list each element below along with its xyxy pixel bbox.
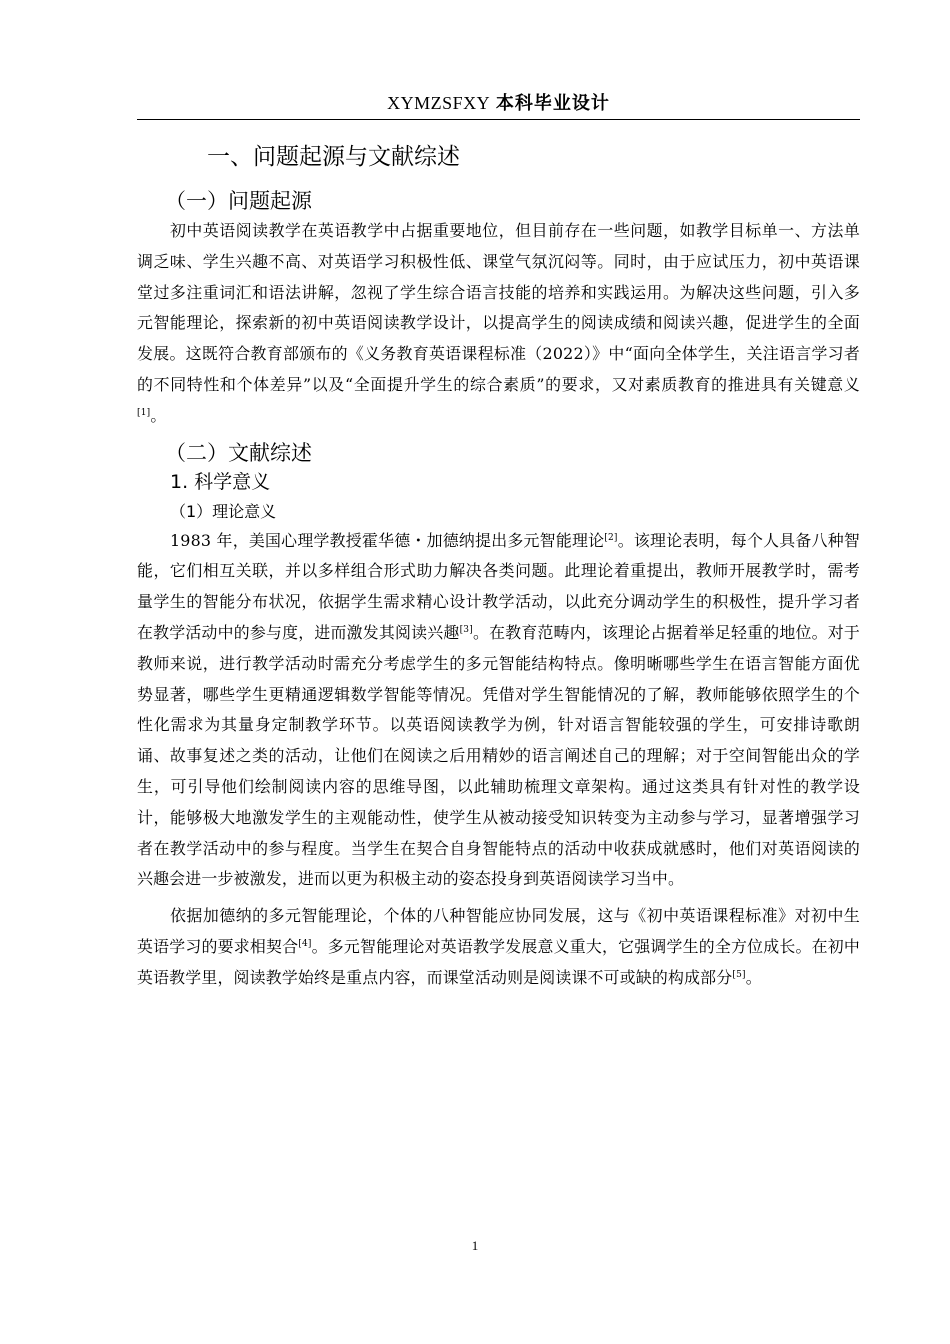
section-heading-review: （二）文献综述	[165, 440, 312, 465]
citation-ref: [4]	[298, 938, 312, 949]
paragraph-end: 。	[150, 405, 167, 425]
citation-ref: [5]	[732, 969, 746, 980]
paragraph-theory	[137, 526, 860, 896]
paragraph-text: 依据加德纳的多元智能理论，个体的八种智能应协同发展，这与《初中英语课程标准》对初中生英语学习的要求相契合	[137, 906, 860, 956]
paragraph-text: 。该理论表明，每个人具备八种智能，它们相互关联，并以多样组合形式助力解决各类问题。此理论着重提出，教师开展教学时，需考量学生的智能分布状况，依据学生需求精心设计教学活动，以此充分调动学生的积极性，提升学习者在教学活动中的参与度，进而激发其阅读兴趣	[137, 530, 860, 642]
header-code: XYMZSFXY	[387, 93, 491, 113]
subsection-heading-significance: 1. 科学意义	[170, 470, 271, 493]
header-title: 本科毕业设计	[495, 93, 610, 114]
subsubsection-heading-theory: （1）理论意义	[170, 501, 277, 521]
header-rule	[137, 119, 860, 120]
paragraph-end: 。	[745, 967, 762, 987]
citation-ref: [2]	[604, 532, 618, 543]
running-header	[137, 90, 860, 117]
paragraph-text: 1983 年，美国心理学教授霍华德・加德纳提出多元智能理论	[170, 530, 605, 550]
paragraph-text: 。多元智能理论对英语教学发展意义重大，它强调学生的全方位成长。在初中英语教学里，阅读教学始终是重点内容，而课堂活动则是阅读课不可或缺的构成部分	[137, 936, 860, 987]
citation-ref: [3]	[459, 624, 473, 635]
paragraph-origin	[137, 216, 860, 432]
paragraph-text: 。在教育范畴内，该理论占据着举足轻重的地位。对于教师来说，进行教学活动时需充分考虑学生的多元智能结构特点。像明晰哪些学生在语言智能方面优势显著，哪些学生更精通逻辑数学智能等情况。凭借对学生智能情况的了解，教师能够依照学生的个性化需求为其量身定制教学环节。以英语阅读教学为例，针对语言智能较强的学生，可安排诗歌朗诵、故事复述之类的活动，让他们在阅读之后用精妙的语言阐述自己的理解；对于空间智能出众的学生，可引导他们绘制阅读内容的思维导图，以此辅助梳理文章架构。通过这类具有针对性的教学设计，能够极大地激发学生的主观能动性，使学生从被动接受知识转变为主动参与学习，显著增强学习者在教学活动中的参与程度。当学生在契合自身智能特点的活动中收获成就感时，他们对英语阅读的兴趣会进一步被激发，进而以更为积极主动的姿态投身到英语阅读学习当中。	[137, 622, 860, 889]
page-body	[137, 140, 860, 994]
paragraph-text: 初中英语阅读教学在英语教学中占据重要地位，但目前存在一些问题，如教学目标单一、方法单调乏味、学生兴趣不高、对英语学习积极性低、课堂气氛沉闷等。同时，由于应试压力，初中英语课堂过多注重词汇和语法讲解，忽视了学生综合语言技能的培养和实践运用。为解决这些问题，引入多元智能理论，探索新的初中英语阅读教学设计，以提高学生的阅读成绩和阅读兴趣，促进学生的全面发展。这既符合教育部颁布的《义务教育英语课程标准（2022）》中“面向全体学生，关注语言学习者的不同特性和个体差异”以及“全面提升学生的综合素质”的要求，又对素质教育的推进具有关键意义	[137, 221, 860, 394]
chapter-heading: 一、问题起源与文献综述	[207, 144, 460, 170]
page-number: 1	[471, 1238, 479, 1253]
paragraph-gardner	[137, 901, 860, 993]
section-heading-origin: （一）问题起源	[165, 189, 312, 213]
citation-ref: [1]	[137, 407, 151, 418]
